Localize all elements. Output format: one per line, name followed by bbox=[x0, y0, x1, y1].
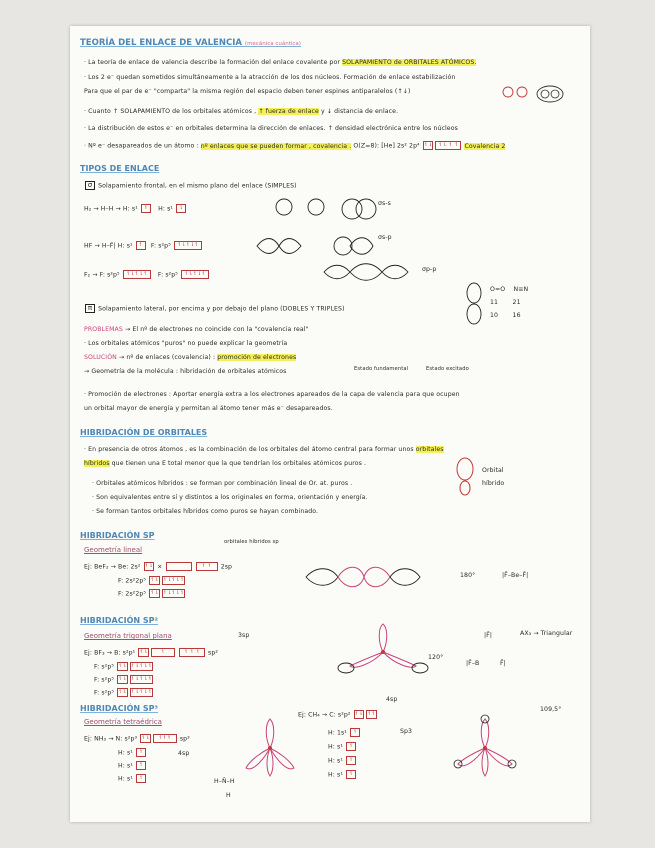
problemas-line: PROBLEMAS → El nº de electrones no coincide con la "covalencia real" bbox=[84, 326, 309, 333]
sp3-heading: HIBRIDACIÓN SP³ bbox=[80, 704, 158, 713]
sp3-ch4-h1: H: 1s¹ ↿ bbox=[328, 728, 361, 737]
hybrid-orbital-diagram bbox=[450, 456, 480, 500]
sigma-pp-label: σp-p bbox=[422, 266, 437, 273]
h2-overlap-diagram bbox=[270, 194, 410, 224]
hibrido-label: híbrido bbox=[482, 480, 505, 487]
sp2-trigonal-diagram bbox=[338, 622, 428, 682]
sp3-4sp-label-2: 4sp bbox=[386, 696, 398, 703]
hibridacion-line-1: · En presencia de otros átomos , es la combinación de los orbitales del átomo central para formar unos orbitales bbox=[84, 446, 444, 453]
sp2-angle: 120° bbox=[428, 654, 444, 661]
sp3-4sp-label: 4sp bbox=[178, 750, 190, 757]
hf-line: HF → H–F̄| H: s¹ ↿ F: s²p⁵ ↿⇂↿⇂↿ bbox=[84, 241, 203, 250]
sp3-h2: H: s¹ ↿ bbox=[118, 761, 147, 770]
o2-n2-values: 10 16 bbox=[490, 312, 521, 319]
geometria-line: → Geometría de la molécula : hibridación de orbitales atómicos bbox=[84, 368, 287, 375]
o2-n2-counts: 11 21 bbox=[490, 299, 521, 306]
sp3-lewis: H–N̄–H bbox=[214, 778, 235, 785]
h2-line: H₂ → H–H → H: s¹ ↿ H: s¹ ⇂ bbox=[84, 204, 187, 213]
sp2-example: Ej: BF₃ → B: s²p¹ ↿⇂ ↿ ↿ ↿ ↿ sp² bbox=[84, 649, 218, 657]
sp2-geometry-label: Geometría trigonal plana bbox=[84, 632, 172, 640]
sp2-3sp-label: 3sp bbox=[238, 632, 250, 639]
sp2-lewis-top: |F̄| bbox=[484, 632, 493, 639]
tev-line-4: · Cuanto ↑ SOLAPAMIENTO de los orbitales atómicos , ↑ fuerza de enlace y ↓ distancia de enlace. bbox=[84, 108, 399, 115]
sp3-ch4-h4: H: s¹ ↿ bbox=[328, 770, 357, 779]
sp3-h3: H: s¹ ↿ bbox=[118, 774, 147, 783]
sp2-lewis-mid: |F̄–B bbox=[466, 660, 480, 667]
tev-line-6: · Nº e⁻ desapareados de un átomo : nº enlaces que se pueden formar , covalencia . O(Z=8): [He] 2s² 2p⁴ ↿⇂ ↿⇂ ↿ ↿ Covalencia 2 bbox=[84, 142, 506, 150]
sp3-ch4-example: Ej: CH₄ → C: s²p² ↿⇂ ↿↿ bbox=[298, 711, 376, 719]
sp3-geometry-label: Geometría tetraédrica bbox=[84, 718, 162, 726]
sp3-sp3-label-2: Sp3 bbox=[400, 728, 413, 735]
sp3-ch4-h2: H: s¹ ↿ bbox=[328, 742, 357, 751]
sp3-lewis-h: H bbox=[226, 792, 231, 799]
hf-overlap-diagram bbox=[255, 231, 395, 261]
promocion-line-2: un orbital mayor de energía y permitan al átomo tener más e⁻ desapareados. bbox=[84, 405, 333, 412]
sp-lewis: |F̄–Be–F̄| bbox=[502, 572, 529, 579]
sp2-f2: F: s²p⁵ ↿⇂ ↿⇂↿⇂↿ bbox=[94, 676, 153, 684]
pi-line: π Solapamiento lateral, por encima y por debajo del plano (DOBLES Y TRIPLES) bbox=[84, 304, 345, 313]
hibrido-bullet-3: · Se forman tantos orbitales híbridos como puros se hayan combinado. bbox=[92, 508, 319, 515]
tev-line-3: Para que el par de e⁻ "comparta" la misma región del espacio deben tener espines antiparalelos (↑↓) bbox=[84, 88, 411, 95]
sp2-ax3: AX₃ → Triangular bbox=[520, 630, 573, 637]
orbital-label: Orbital bbox=[482, 467, 504, 474]
sigma-line: σ Solapamiento frontal, en el mismo plano del enlace (SIMPLES) bbox=[84, 181, 297, 190]
spin-orbital-icon bbox=[498, 84, 578, 104]
notes-page bbox=[70, 26, 590, 822]
sp3-nh3-diagram bbox=[240, 716, 300, 780]
sp2-f3: F: s²p⁵ ↿⇂ ↿⇂↿⇂↿ bbox=[94, 689, 153, 697]
sp3-ch4-diagram bbox=[452, 716, 518, 780]
sp3-angle: 109,5° bbox=[540, 706, 562, 713]
pi-symbol: π bbox=[85, 304, 95, 313]
sp3-ch4-h3: H: s¹ ↿ bbox=[328, 756, 357, 765]
hibrido-bullet-2: · Son equivalentes entre sí y distintos a los originales en forma, orientación y energía. bbox=[92, 494, 368, 501]
sp-orbital-note: orbitales híbridos sp bbox=[224, 539, 279, 545]
hibrido-bullet-1: · Orbitales atómicos híbridos : se forman por combinación lineal de Or. at. puros . bbox=[92, 480, 353, 487]
tev-line-5: · La distribución de estos e⁻ en orbitales determina la dirección de enlaces. ↑ densidad electrónica entre los núcleos bbox=[84, 125, 458, 132]
sigma-ss-label: σs-s bbox=[378, 200, 392, 207]
o2-n2-labels: O=O N≡N bbox=[490, 286, 529, 293]
sp-f2: F: 2s²2p⁵ ↿⇂ ↿⇂↿⇂↿ bbox=[118, 590, 185, 598]
problemas-line-2: · Los orbitales atómicos "puros" no puede explicar la geometría bbox=[84, 340, 288, 347]
hibridacion-line-2: híbridos que tienen una E total menor que la que tendrían los orbitales atómicos puros . bbox=[84, 460, 367, 467]
sigma-symbol: σ bbox=[85, 181, 95, 190]
sigma-sp-label: σs-p bbox=[378, 234, 392, 241]
sp2-f1: F: s²p⁵ ↿⇂ ↿⇂↿⇂↿ bbox=[94, 663, 153, 671]
tev-line-2: · Los 2 e⁻ quedan sometidos simultáneamente a la atracción de los dos núcleos. Formación de enlace estabilización bbox=[84, 74, 456, 81]
sp3-example: Ej: NH₃ → N: s²p³ ↿⇂ ↿↿↿ sp³ bbox=[84, 735, 190, 743]
sp2-heading: HIBRIDACIÓN SP² bbox=[80, 616, 158, 625]
pi-overlap-diagram bbox=[462, 282, 486, 326]
sp-heading: HIBRIDACIÓN SP bbox=[80, 531, 155, 540]
title-note: (mecánica cuántica) bbox=[244, 41, 301, 47]
sp-geometry-label: Geometría lineal bbox=[84, 546, 143, 554]
sp2-lewis-right: F̄| bbox=[500, 660, 506, 667]
tipos-heading: TIPOS DE ENLACE bbox=[80, 164, 160, 173]
hibridacion-heading: HIBRIDACIÓN DE ORBITALES bbox=[80, 428, 208, 437]
tev-line-1: · La teoría de enlace de valencia describe la formación del enlace covalente por SOLAPAMIENTO de ORBITALES ATÓMICOS. bbox=[84, 59, 477, 66]
solucion-line: SOLUCIÓN → nº de enlaces (covalencia) : promoción de electrones bbox=[84, 354, 297, 361]
sp-linear-diagram bbox=[302, 562, 422, 592]
sp3-h1: H: s¹ ↿ bbox=[118, 748, 147, 757]
estado-fundamental-label: Estado fundamental bbox=[354, 366, 409, 372]
estado-excitado-label: Estado excitado bbox=[426, 366, 469, 372]
promocion-line-1: · Promoción de electrones : Aportar energía extra a los electrones apareados de la capa de valencia para que ocupen bbox=[84, 391, 460, 398]
sp-angle: 180° bbox=[460, 572, 476, 579]
sp-example: Ej: BeF₂ → Be: 2s² ↿⇂ × ↿ ↿ 2sp bbox=[84, 563, 233, 571]
page-title: TEORÍA DEL ENLACE DE VALENCIA (mecánica cuántica) bbox=[80, 38, 301, 48]
f2-line: F₂ → F: s²p⁵ ↿⇂↿⇂↿ F: s²p⁵ ↿⇂↿⇂↿ bbox=[84, 270, 210, 279]
sp-f1: F: 2s²2p⁵ ↿⇂ ↿⇂↿⇂↿ bbox=[118, 577, 185, 585]
